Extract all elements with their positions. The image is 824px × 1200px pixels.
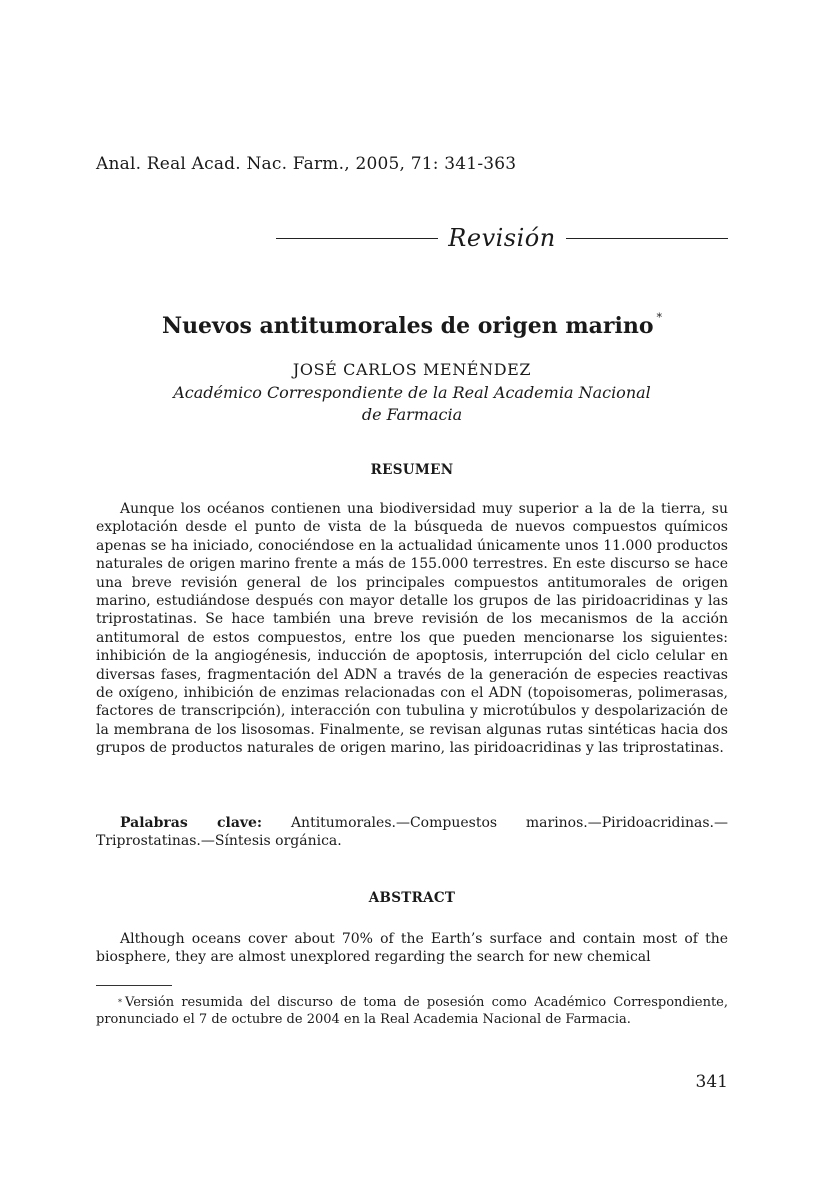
keywords-list: Antitumorales.—Compuestos marinos.—Piridoacridinas.—Triprostatinas.—Síntesis orgánica. (96, 815, 728, 850)
banner-rule-right (566, 238, 728, 239)
section-banner (276, 220, 728, 256)
resumen-paragraph: Aunque los océanos contienen una biodiversidad muy superior a la de la tierra, su explotación desde el punto de vista de la búsqueda de nuevos compuestos químicos apenas se ha iniciado, conociéndose en la actualidad únicamente unos 11.000 productos naturales de origen marino frente a más de 155.000 terrestres. En este discurso se hace una breve revisión general de los principales compuestos antitumorales de origen marino, estudiándose después con mayor detalle los grupos de las piridoacridinas y las triprostatinas. Se hace también una breve revisión de los mecanismos de la acción antitumoral de estos compuestos, entre los que pueden mencionarse los siguientes: inhibición de la angiogénesis, inducción de apoptosis, interrupción del ciclo celular en diversas fases, fragmentación del ADN a través de la generación de especies reactivas de oxígeno, inhibición de enzimas relacionadas con el ADN (topoisomeras, polimerasas, factores de transcripción), interacción con tubulina y microtúbulos y despolarización de la membrana de los lisosomas. Finalmente, se revisan algunas rutas sintéticas hacia dos grupos de productos naturales de origen marino, las piridoacridinas y las triprostatinas. (96, 501, 728, 757)
footnote-marker: * (118, 998, 122, 1007)
abstract-paragraph: Although oceans cover about 70% of the Earth’s surface and contain most of the biosphere, they are almost unexplored regarding the search for new chemical (96, 931, 728, 966)
abstract-heading: ABSTRACT (368, 890, 456, 906)
footnote-divider (96, 985, 172, 986)
author-affiliation (0, 382, 824, 426)
author-name: JOSÉ CARLOS MENÉNDEZ (292, 360, 532, 379)
section-label: Revisión (448, 224, 556, 252)
keywords-label: Palabras clave: (120, 815, 263, 831)
banner-rule-left (276, 238, 438, 239)
article-title-text: Nuevos antitumorales de origen marino (161, 313, 654, 339)
affiliation-line-1: Académico Correspondiente de la Real Academia Nacional (173, 383, 651, 402)
affiliation-line-2: de Farmacia (361, 405, 463, 424)
page-number: 341 (695, 1072, 728, 1092)
keywords-paragraph (96, 814, 728, 851)
article-title (0, 313, 824, 339)
footnote (96, 994, 728, 1028)
journal-reference: Anal. Real Acad. Nac. Farm., 2005, 71: 341-363 (96, 154, 517, 174)
footnote-text: Versión resumida del discurso de toma de posesión como Académico Correspondiente, pronunciado el 7 de octubre de 2004 en la Real Academia Nacional de Farmacia. (96, 995, 728, 1027)
title-footnote-marker: * (656, 311, 663, 324)
resumen-heading: RESUMEN (370, 462, 454, 478)
